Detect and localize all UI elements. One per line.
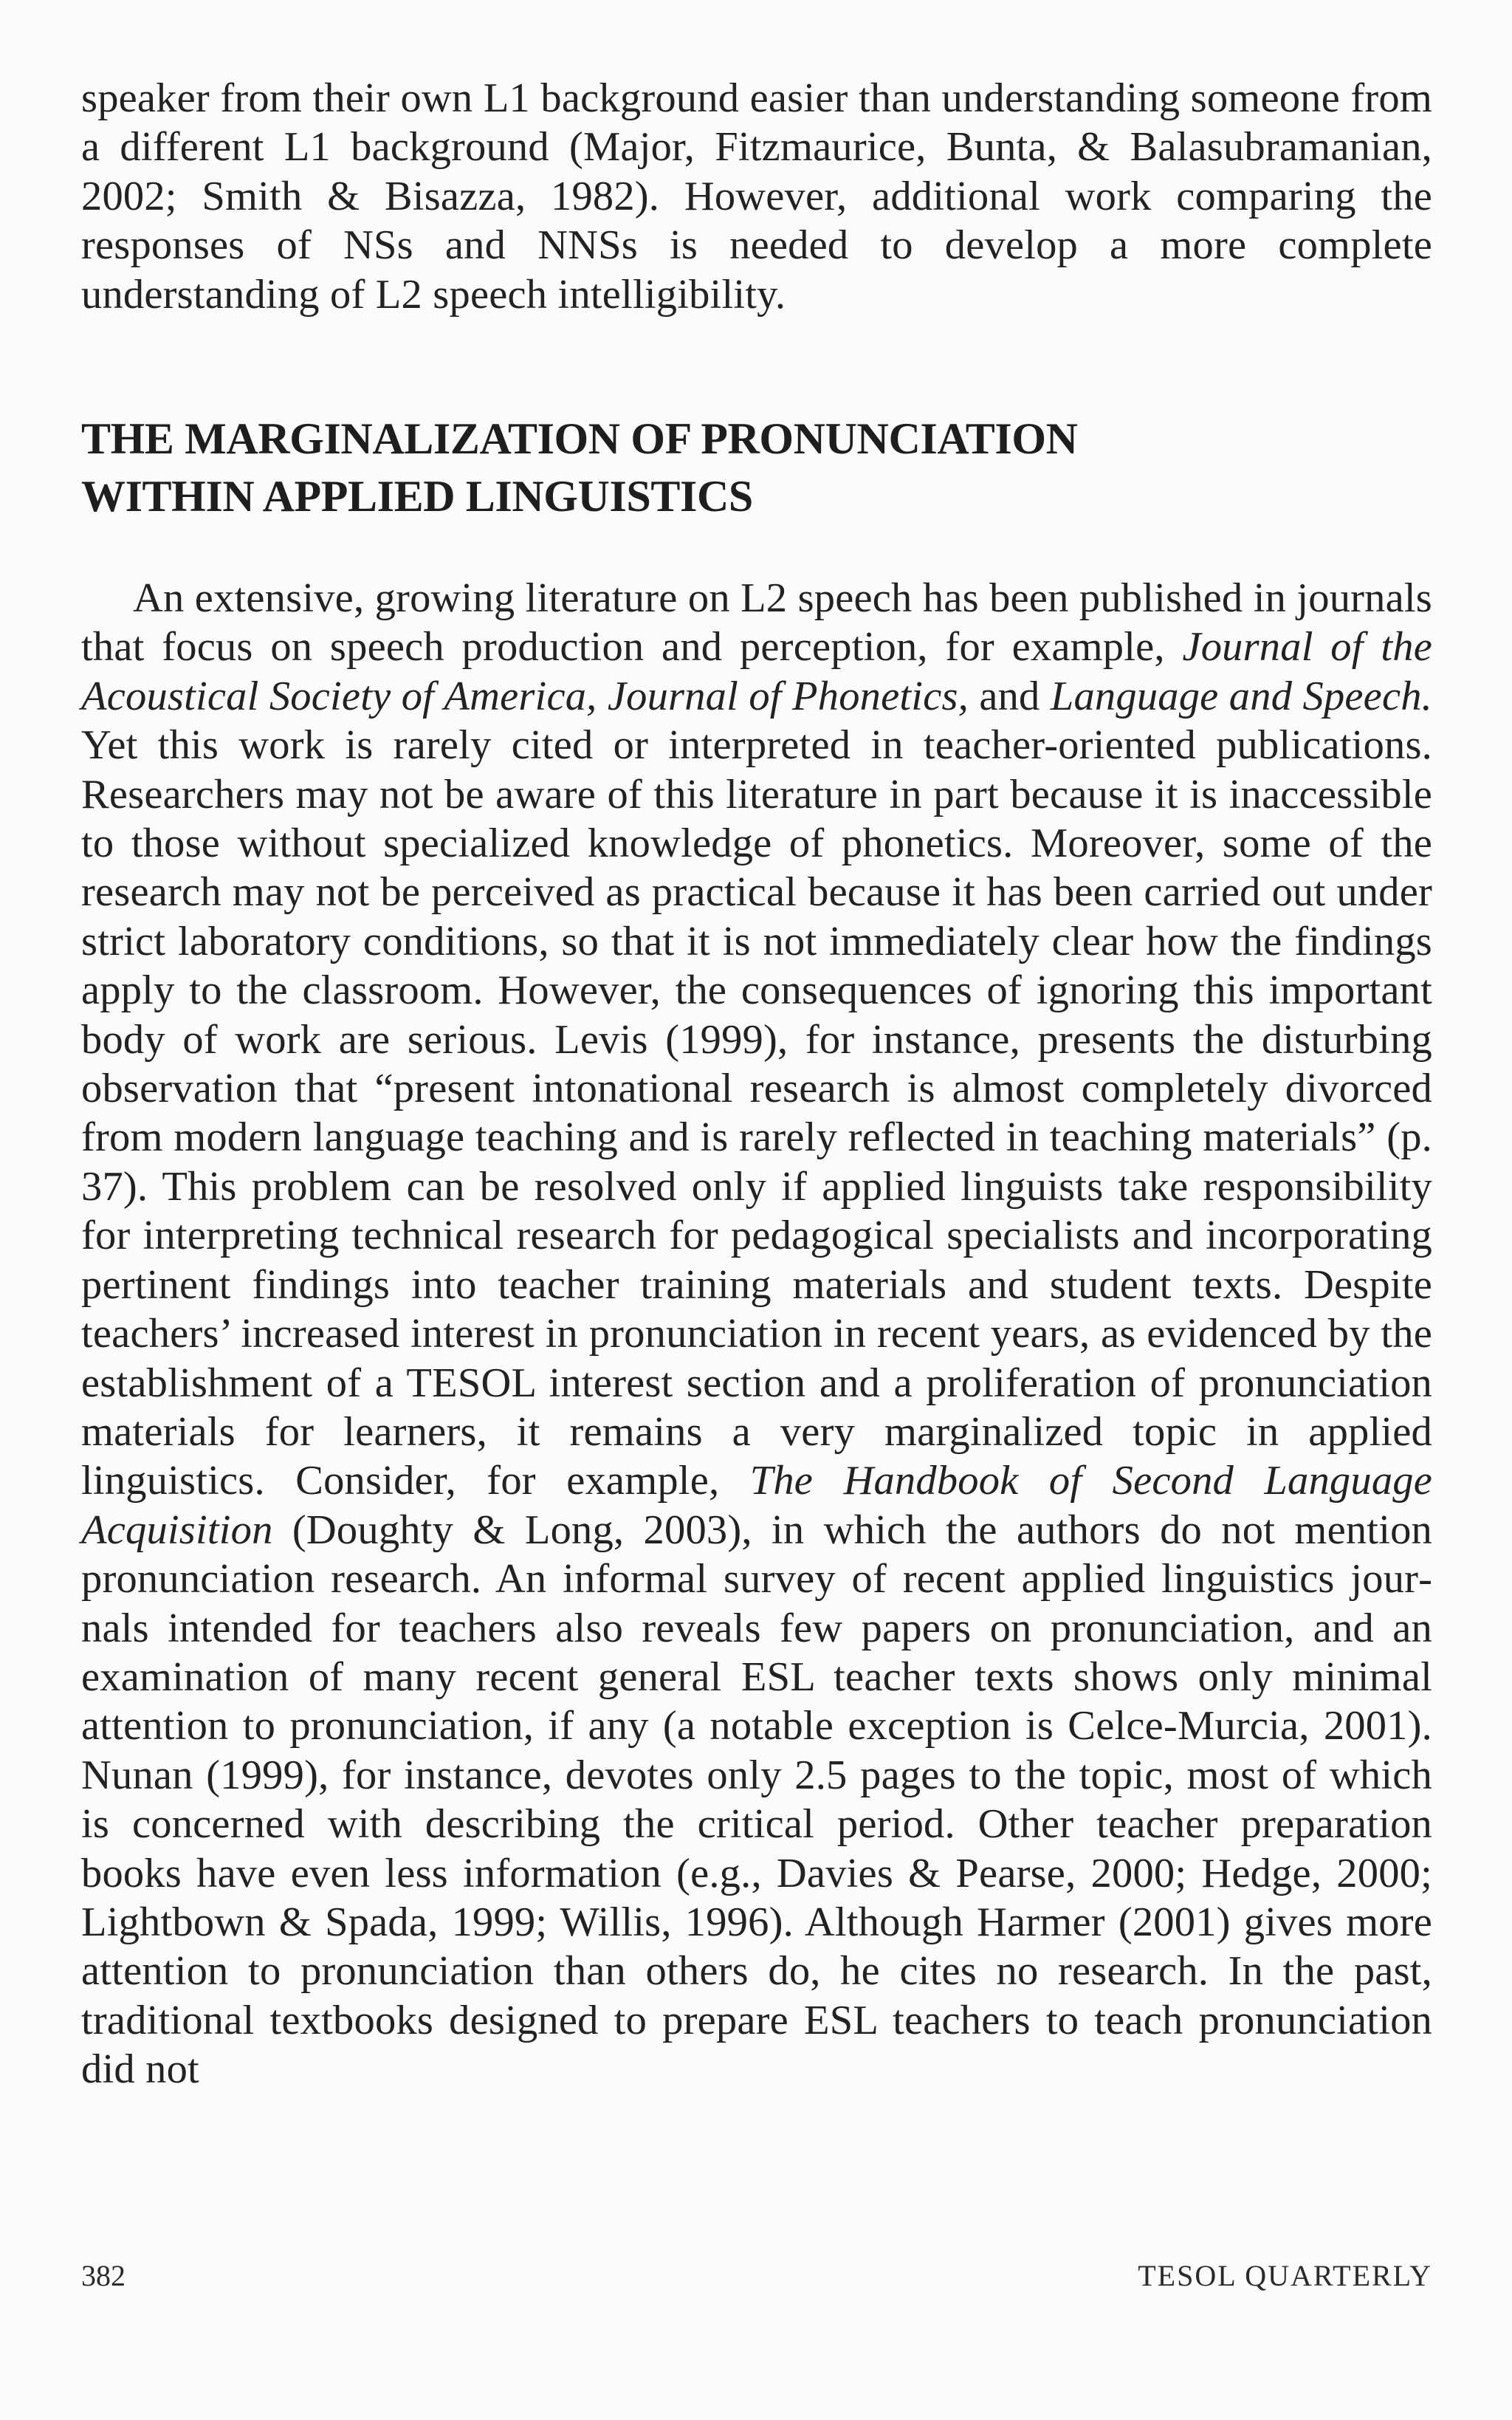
section-heading — [81, 410, 1432, 525]
page-footer — [81, 2258, 1432, 2293]
paragraph-text-segment: (Doughty & Long, 2003), in which the authors do not mention pronunciation research. An informal survey of recent applied linguistics journals intended for teachers also reveals few papers on pronunciation, and an examination of many recent general ESL teacher texts shows only minimal attention to pronunciation, if any (a notable exception is Celce-Murcia, 2001). Nunan (1999), for instance, devotes only 2.5 pages to the topic, most of which is concerned with describing the critical period. Other teacher preparation books have even less information (e.g., Davies & Pearse, 2000; Hedge, 2000; Lightbown & Spada, 1999; Willis, 1996). Although Harmer (2001) gives more attention to pronunciation than others do, he cites no research. In the past, traditional textbooks designed to prepare ESL teachers to teach pronunciation did not — [81, 1506, 1432, 2093]
running-footer-journal: TESOL QUARTERLY — [1138, 2259, 1432, 2292]
paragraph-text: speaker from their own L1 background easier than understanding someone from a different L1 background (Major, Fitzmaurice, Bunta, & Balasubramanian, 2002; Smith & Bisazza, 1982). However, additional work comparing the responses of NSs and NNSs is needed to develop a more complete understanding of L2 speech intelligibility. — [81, 75, 1432, 318]
paragraph-text-segment: Yet this work is rarely cited or interpreted in teacher-oriented publications. Researchers may not be aware of this literature in part because it is inaccessible to those without specialized knowledge of phonetics. Moreover, some of the research may not be perceived as practical because it has been carried out under strict laboratory conditions, so that it is not immediately clear how the findings apply to the classroom. However, the consequences of ignoring this important body of work are serious. Levis (1999), for instance, presents the disturbing observation that “present intonational research is almost completely divorced from modern language teaching and is rarely reflected in teaching materials” (p. 37). This problem can be resolved only if applied linguists take responsibility for interpreting technical research for pedagogical specialists and incorporating pertinent findings into teacher training materials and student texts. Despite teachers’ increased interest in pronunciation in recent years, as evidenced by the establishment of a TESOL interest section and a proliferation of pronunciation materials for learners, it remains a very marginalized topic in applied linguistics. Consider, for example, — [81, 722, 1432, 1504]
page-number: 382 — [81, 2259, 126, 2292]
paragraph-text-segment: An extensive, growing literature on L2 speech has been published in journals that focus on speech production and perception, for example, — [81, 575, 1432, 671]
paragraph-body — [81, 574, 1432, 2094]
section-heading-line-1: THE MARGINALIZATION OF PRONUNCIATION — [81, 414, 1078, 463]
section-heading-line-2: WITHIN APPLIED LINGUISTICS — [81, 472, 753, 521]
journal-title: Language and Speech. — [1050, 673, 1433, 719]
book-title: The Handbook of Second Language Acquisition — [81, 1458, 1432, 1553]
paragraph-text-segment: and — [968, 673, 1051, 719]
paragraph-continuation — [81, 74, 1432, 319]
journal-titles: Journal of the Acoustical Society of America, Journal of Phonetics, — [81, 624, 1432, 719]
